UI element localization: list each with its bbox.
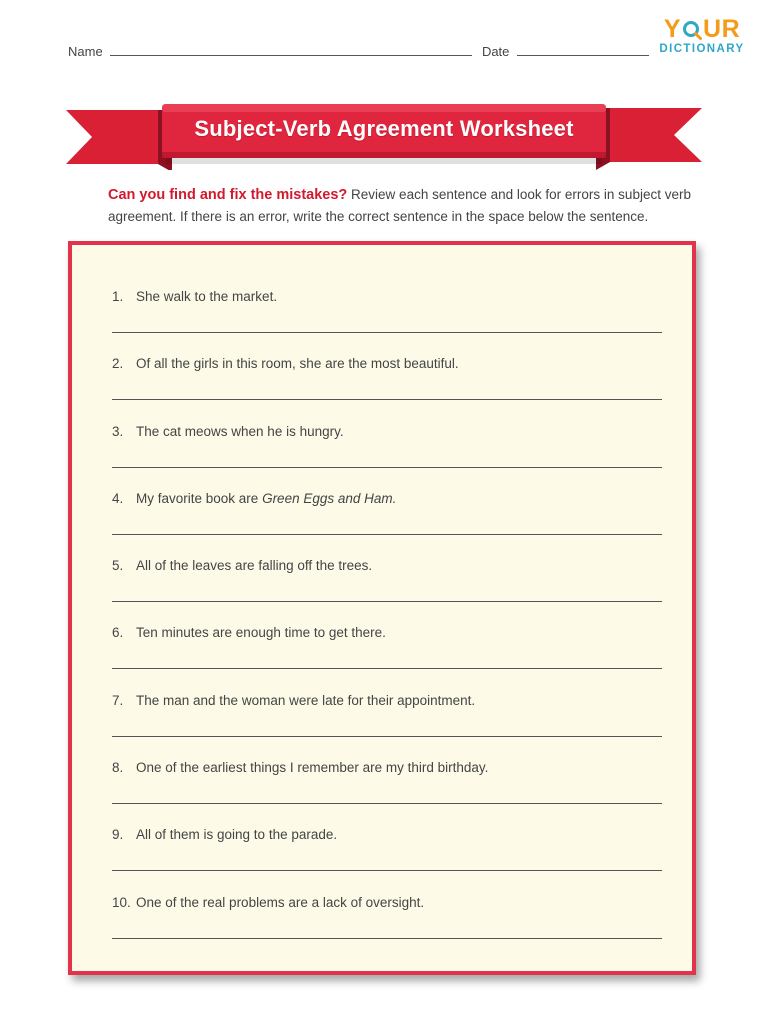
answer-line[interactable]: [112, 802, 662, 804]
item-text: Ten minutes are enough time to get there.: [136, 625, 386, 641]
magnifier-icon: [682, 19, 702, 39]
logo-letter-y: Y: [663, 15, 682, 43]
date-field[interactable]: [517, 43, 649, 56]
item-sentence: [136, 625, 386, 640]
answer-line[interactable]: [112, 735, 662, 737]
exercise-list: [112, 289, 668, 962]
instructions-lead: Can you find and fix the mistakes?: [108, 187, 348, 203]
item-number: 6.: [112, 625, 124, 641]
logo-letters-ur: UR: [703, 15, 741, 43]
item-sentence: [136, 289, 277, 304]
exercise-card: [68, 241, 696, 975]
item-sentence: [136, 895, 424, 910]
page-title: Subject-Verb Agreement Worksheet: [194, 116, 574, 141]
item-number: 4.: [112, 490, 124, 506]
item-number: 10.: [112, 894, 131, 910]
item-number: 8.: [112, 760, 124, 776]
item-text: My favorite book are: [136, 490, 263, 506]
exercise-item: [112, 693, 668, 760]
logo-wordmark-bottom: DICTIONARY: [659, 43, 745, 55]
answer-line[interactable]: [112, 533, 662, 535]
exercise-item: [112, 827, 668, 894]
answer-line[interactable]: [112, 600, 662, 602]
item-title-italic: Green Eggs and Ham.: [262, 490, 397, 506]
item-sentence: [136, 491, 396, 506]
item-sentence: [136, 760, 488, 775]
item-text: All of the leaves are falling off the trees.: [136, 558, 373, 574]
item-sentence: [136, 693, 475, 708]
answer-line[interactable]: [112, 466, 662, 468]
item-number: 7.: [112, 692, 124, 708]
item-number: 3.: [112, 423, 124, 439]
title-ribbon: [62, 100, 706, 170]
instructions-body: Review each sentence and look for errors in subject verb agreement. If there is an error, write the correct sentence in the space below the sentence.: [108, 187, 691, 224]
item-sentence: [136, 424, 344, 439]
logo-wordmark-top: [664, 16, 740, 42]
date-label: Date: [481, 44, 510, 59]
header-fields: [68, 43, 649, 59]
exercise-item: [112, 895, 668, 962]
item-sentence: [136, 356, 459, 371]
instructions: [108, 184, 698, 227]
exercise-item: [112, 289, 668, 356]
item-number: 2.: [112, 356, 124, 372]
item-text: One of the real problems are a lack of oversight.: [136, 894, 425, 910]
exercise-item: [112, 491, 668, 558]
item-number: 5.: [112, 558, 124, 574]
item-text: All of them is going to the parade.: [136, 827, 338, 843]
name-label: Name: [68, 44, 103, 59]
exercise-item: [112, 558, 668, 625]
name-field[interactable]: [110, 43, 472, 56]
answer-line[interactable]: [112, 331, 662, 333]
item-number: 1.: [112, 289, 124, 304]
item-text: One of the earliest things I remember are my third birthday.: [136, 760, 489, 776]
answer-line[interactable]: [112, 869, 662, 871]
answer-line[interactable]: [112, 398, 662, 400]
item-sentence: [136, 827, 337, 842]
item-text: The cat meows when he is hungry.: [136, 423, 344, 439]
item-text: The man and the woman were late for their appointment.: [136, 692, 476, 708]
item-number: 9.: [112, 827, 124, 843]
exercise-item: [112, 760, 668, 827]
exercise-item: [112, 356, 668, 423]
answer-line[interactable]: [112, 667, 662, 669]
exercise-item: [112, 625, 668, 692]
item-text: Of all the girls in this room, she are the most beautiful.: [136, 356, 459, 372]
item-text: She walk to the market.: [136, 289, 278, 304]
item-sentence: [136, 558, 372, 573]
answer-line[interactable]: [112, 937, 662, 939]
yourdictionary-logo[interactable]: [652, 16, 752, 56]
exercise-item: [112, 424, 668, 491]
